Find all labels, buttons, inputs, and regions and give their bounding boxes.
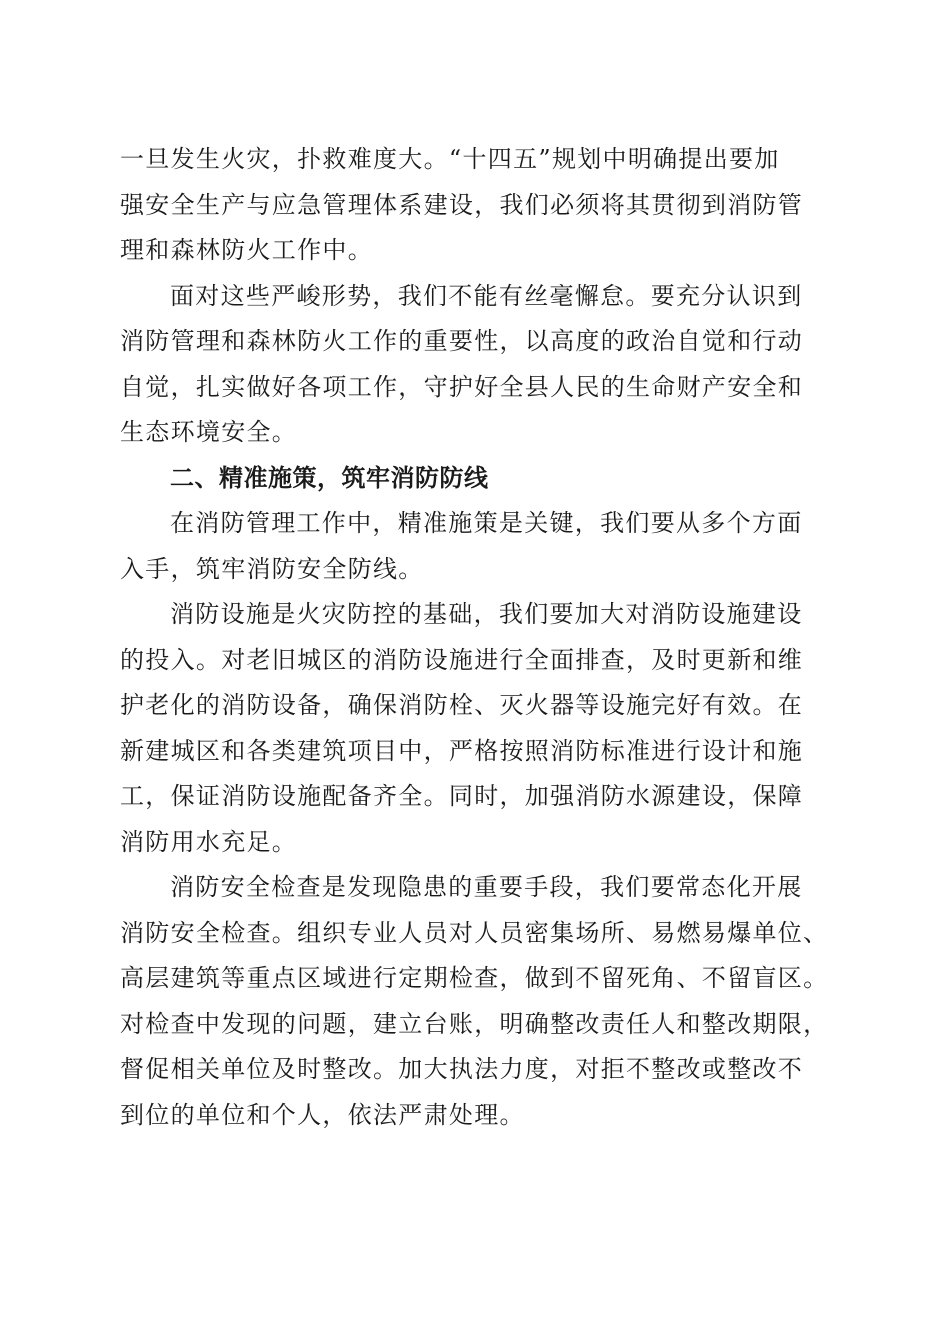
text-line: 消防管理和森林防火工作的重要性，以高度的政治自觉和行动 — [120, 327, 804, 355]
text-line: 自觉，扎实做好各项工作，守护好全县人民的生命财产安全和 — [120, 372, 804, 401]
heading-line: 二、精准施策，筑牢消防防线 — [170, 463, 489, 492]
document-page — [120, 137, 832, 1138]
text-line: 消防用水充足。 — [120, 827, 298, 856]
text-line: 督促相关单位及时整改。加大执法力度，对拒不整改或整改不 — [120, 1055, 804, 1083]
text-line: 理和森林防火工作中。 — [120, 236, 373, 264]
text-line: 的投入。对老旧城区的消防设施进行全面排查，及时更新和维 — [120, 645, 804, 674]
paragraph-precise-policy — [120, 501, 832, 592]
paragraph-safety-inspection — [120, 865, 832, 1138]
text-line: 对检查中发现的问题，建立台账，明确整改责任人和整改期限， — [120, 1009, 829, 1038]
text-line: 一旦发生火灾，扑救难度大。“十四五”规划中明确提出要加 — [120, 145, 780, 173]
paragraph-fire-difficulty — [120, 137, 832, 274]
paragraph-severe-situation — [120, 274, 832, 456]
text-line: 强安全生产与应急管理体系建设，我们必须将其贯彻到消防管 — [120, 190, 804, 219]
text-line: 消防设施是火灾防控的基础，我们要加大对消防设施建设 — [170, 600, 803, 628]
paragraph-fire-facilities — [120, 592, 832, 865]
text-line: 工，保证消防设施配备齐全。同时，加强消防水源建设，保障 — [120, 782, 804, 810]
text-line: 新建城区和各类建筑项目中，严格按照消防标准进行设计和施 — [120, 736, 804, 765]
text-line: 在消防管理工作中，精准施策是关键，我们要从多个方面 — [170, 509, 803, 537]
text-line: 护老化的消防设备，确保消防栓、灭火器等设施完好有效。在 — [120, 691, 804, 719]
text-line: 消防安全检查是发现隐患的重要手段，我们要常态化开展 — [170, 873, 803, 901]
text-line: 生态环境安全。 — [120, 418, 298, 446]
text-line: 面对这些严峻形势，我们不能有丝毫懈怠。要充分认识到 — [170, 281, 803, 310]
text-line: 到位的单位和个人，依法严肃处理。 — [120, 1100, 525, 1129]
text-line: 高层建筑等重点区域进行定期检查，做到不留死角、不留盲区。 — [120, 964, 829, 992]
text-line: 入手，筑牢消防安全防线。 — [120, 554, 424, 583]
section-heading — [120, 456, 832, 502]
text-line: 消防安全检查。组织专业人员对人员密集场所、易燃易爆单位、 — [120, 918, 829, 947]
